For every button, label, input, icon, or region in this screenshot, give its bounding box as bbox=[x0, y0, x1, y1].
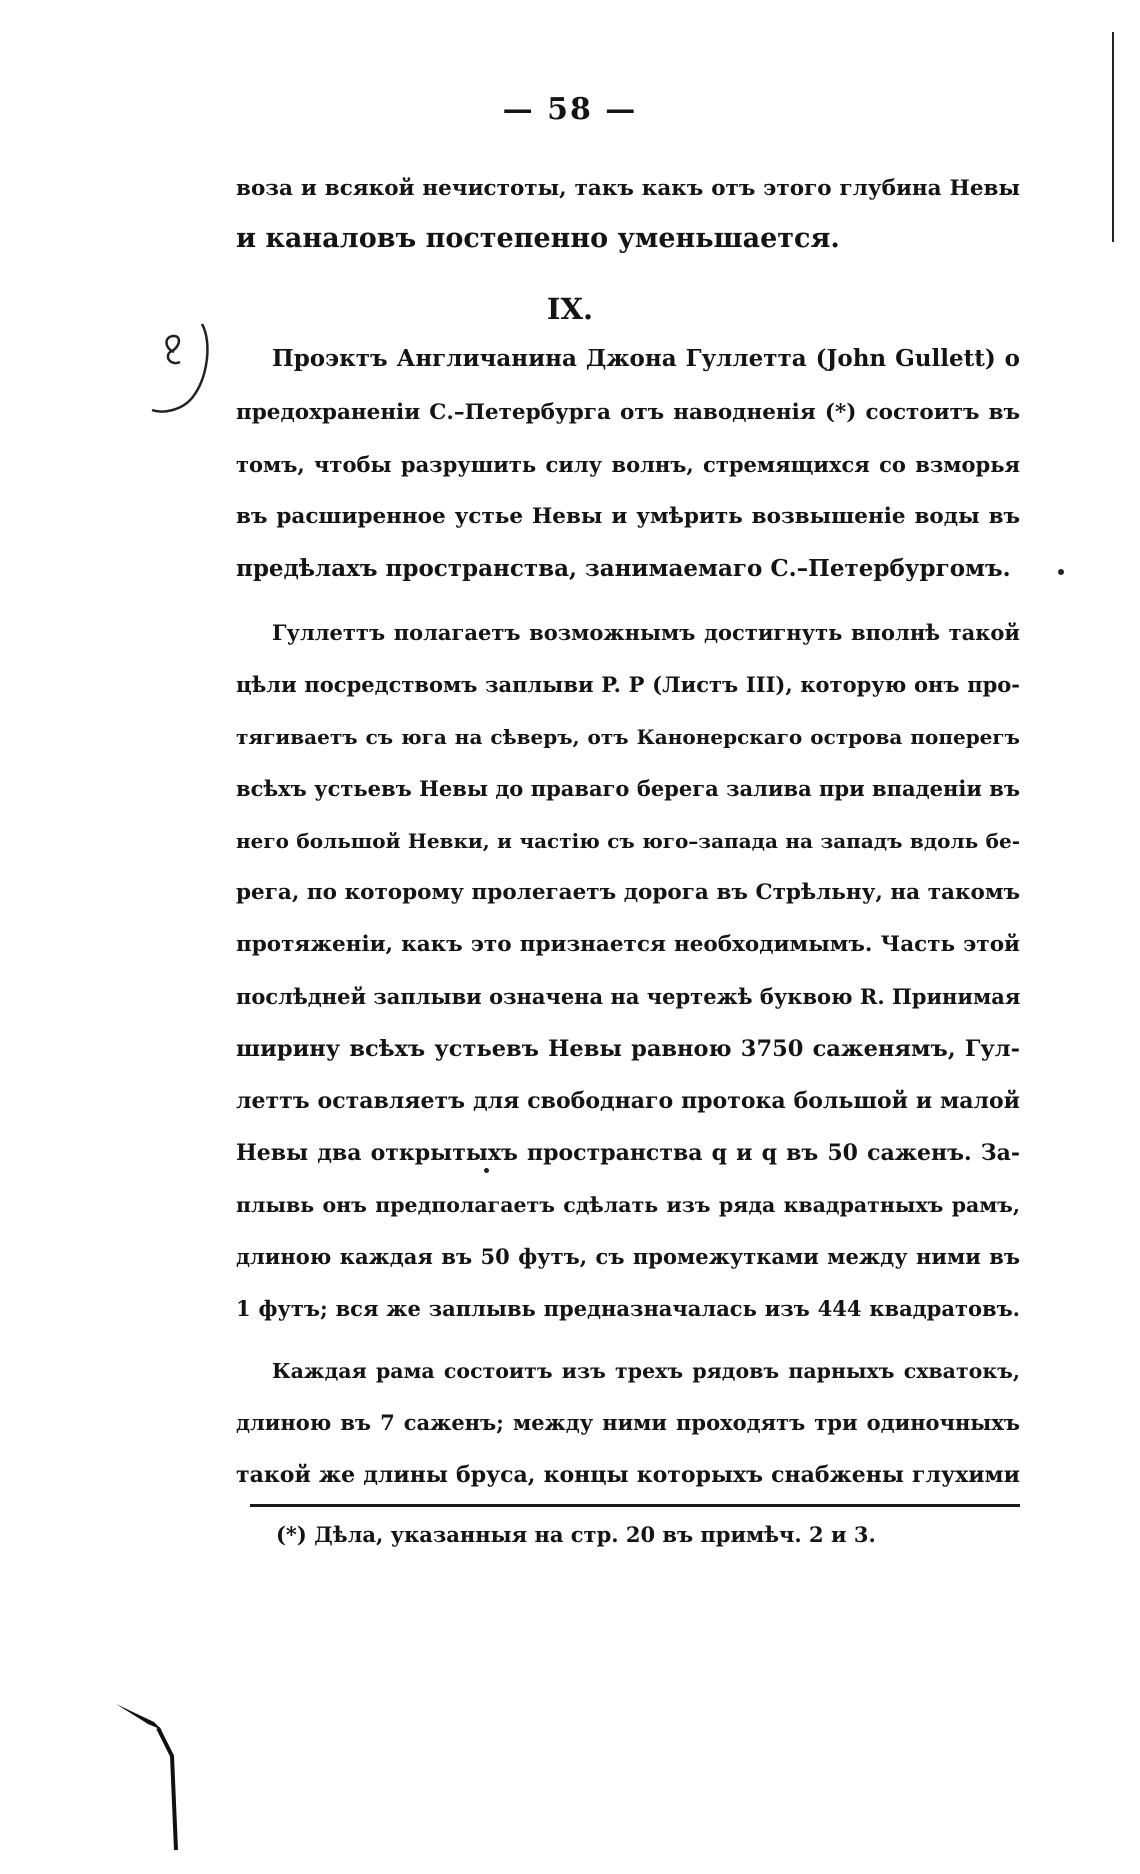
text-line: томъ, чтобы разрушить силу волнъ, стремящихся со взморья bbox=[236, 452, 1020, 477]
text-line: него большой Невки, и частію съ юго–запада на западъ вдоль бе- bbox=[236, 829, 1020, 853]
text-line: Невы два открытыхъ пространства q и q въ 50 саженъ. За- bbox=[236, 1140, 1020, 1166]
text-line: въ расширенное устье Невы и умѣрить возвышеніе воды въ bbox=[236, 504, 1020, 529]
text-line: Гуллеттъ полагаетъ возможнымъ достигнуть вполнѣ такой bbox=[272, 620, 1020, 645]
footnote-rule bbox=[250, 1504, 1020, 1507]
text-line: длиною въ 7 саженъ; между ними проходятъ три одиночныхъ bbox=[236, 1410, 1020, 1435]
text-line: Проэктъ Англичанина Джона Гуллетта (John Gullett) о bbox=[272, 345, 1020, 372]
text-line: послѣдней заплыви означена на чертежѣ буквою R. Принимая bbox=[236, 984, 1021, 1009]
text-line: рега, по которому пролегаетъ дорога въ Стрѣльну, на такомъ bbox=[236, 880, 1020, 905]
text-line: плывь онъ предполагаетъ сдѣлать изъ ряда квадратныхъ рамъ, bbox=[236, 1193, 1020, 1217]
text-line: воза и всякой нечистоты, такъ какъ отъ этого глубина Невы bbox=[236, 176, 1020, 201]
scan-speck bbox=[1058, 569, 1064, 575]
text-line: цѣли посредствомъ заплыви P. P (Листъ III), которую онъ про- bbox=[236, 672, 1020, 697]
text-line: всѣхъ устьевъ Невы до праваго берега залива при впаденіи въ bbox=[236, 776, 1020, 801]
text-line: предохраненіи С.–Петербурга отъ наводненія (*) состоитъ въ bbox=[236, 400, 1020, 425]
handwritten-margin-mark bbox=[150, 318, 220, 418]
text-line: и каналовъ постепенно уменьшается. bbox=[236, 223, 840, 254]
text-line: тягиваетъ съ юга на сѣверъ, отъ Канонерскаго острова поперегъ bbox=[236, 725, 1020, 749]
section-heading: IX. bbox=[546, 292, 594, 326]
footnote: (*) Дѣла, указанныя на стр. 20 въ примѣч. 2 и 3. bbox=[276, 1522, 876, 1547]
text-line: Каждая рама состоитъ изъ трехъ рядовъ парныхъ схватокъ, bbox=[272, 1359, 1020, 1383]
page-number: — 58 — bbox=[502, 92, 638, 127]
scan-speck bbox=[484, 1168, 489, 1173]
binding-mark bbox=[110, 1700, 190, 1860]
text-line: ширину всѣхъ устьевъ Невы равною 3750 саженямъ, Гул- bbox=[236, 1036, 1020, 1062]
text-line: такой же длины бруса, концы которыхъ снабжены глухими bbox=[236, 1462, 1020, 1488]
text-line: длиною каждая въ 50 футъ, съ промежутками между ними въ bbox=[236, 1244, 1020, 1269]
text-line: 1 футъ; вся же заплывь предназначалась изъ 444 квадратовъ. bbox=[236, 1296, 1020, 1321]
page-edge-line bbox=[1112, 32, 1114, 242]
text-line: предѣлахъ пространства, занимаемаго С.–Петербургомъ. bbox=[236, 555, 1011, 582]
text-line: леттъ оставляетъ для свободнаго протока большой и малой bbox=[236, 1088, 1020, 1114]
text-line: протяженіи, какъ это признается необходимымъ. Часть этой bbox=[236, 932, 1020, 957]
